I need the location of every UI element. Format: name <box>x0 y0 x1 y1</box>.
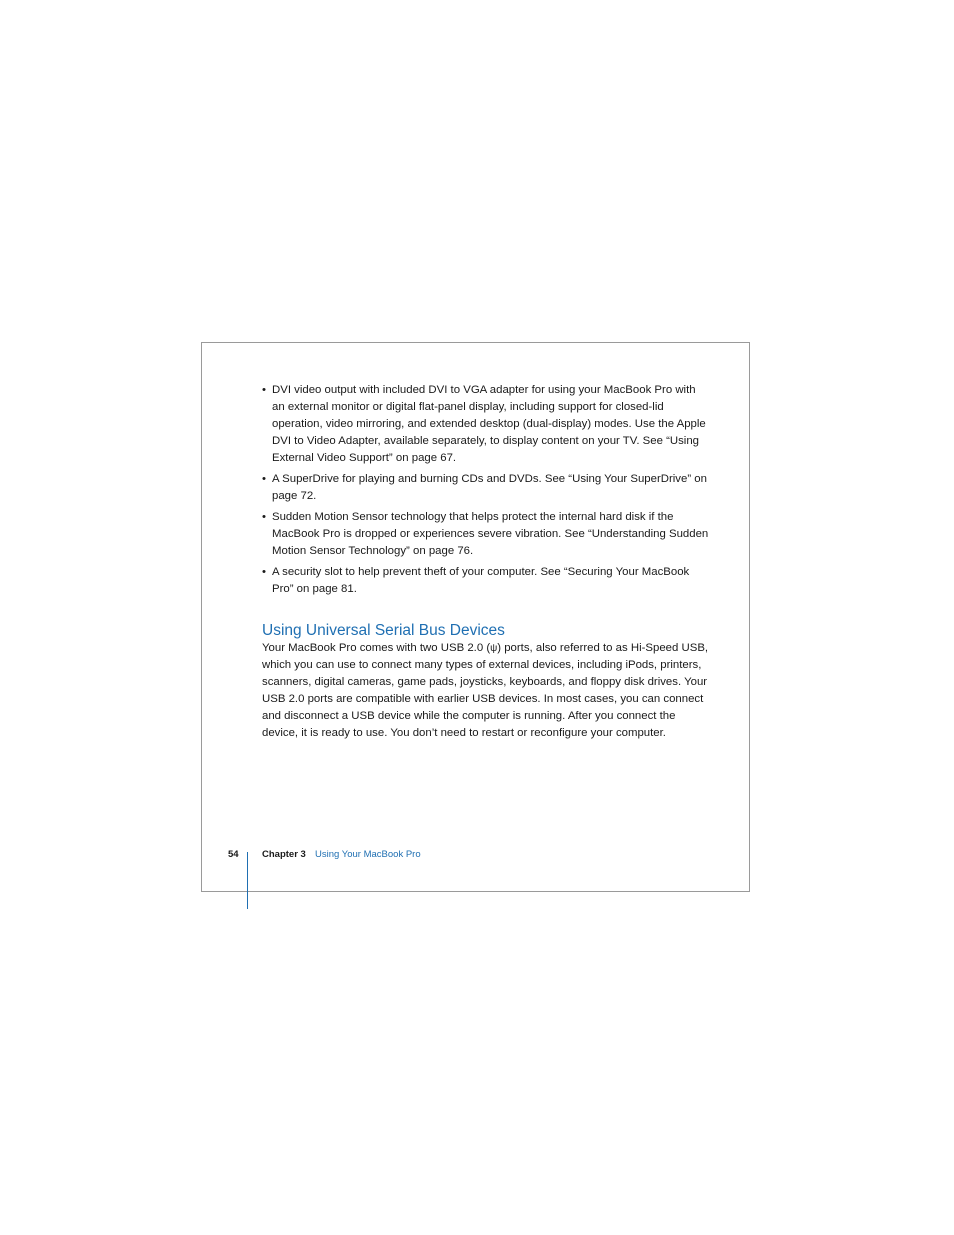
footer-divider <box>247 852 248 909</box>
bullet-marker: • <box>262 473 266 485</box>
paragraph-text-start: Your MacBook Pro comes with two USB 2.0 ( <box>262 642 491 654</box>
bullet-text: Sudden Motion Sensor technology that helps protect the internal hard disk if the MacBook Pro is dropped or experiences severe vibration. See “Understanding Sudden Motion Sensor Technology” on page 76. <box>272 511 709 557</box>
page-number: 54 <box>228 849 239 860</box>
bullet-marker: • <box>262 566 266 578</box>
bullet-text: DVI video output with included DVI to VGA adapter for using your MacBook Pro with an external monitor or digital flat-panel display, including support for closed-lid operation, video mirroring, and extended desktop (dual-display) modes. Use the Apple DVI to Video Adapter, available separately, to display content on your TV. See “Using External Video Support” on page 67. <box>272 384 706 464</box>
chapter-label: Chapter 3 <box>262 849 306 860</box>
bullet-marker: • <box>262 511 266 523</box>
bullet-item-dvi <box>262 382 710 467</box>
usb-icon: ψ <box>490 643 498 654</box>
usb-paragraph <box>262 640 710 742</box>
feature-bullet-list <box>262 382 710 602</box>
bullet-item-security-slot <box>262 564 710 598</box>
chapter-title: Using Your MacBook Pro <box>315 849 421 860</box>
bullet-item-superdrive <box>262 471 710 505</box>
section-heading: Using Universal Serial Bus Devices <box>262 622 505 639</box>
bullet-marker: • <box>262 384 266 396</box>
bullet-text: A SuperDrive for playing and burning CDs and DVDs. See “Using Your SuperDrive” on page 72. <box>272 473 707 502</box>
bullet-item-motion-sensor <box>262 509 710 560</box>
paragraph-text-end: ) ports, also referred to as Hi-Speed USB, which you can use to connect many types of external devices, including iPods, printers, scanners, digital cameras, game pads, joysticks, keyboards, and floppy disk drives. Your USB 2.0 ports are compatible with earlier USB devices. In most cases, you can connect and disconnect a USB device while the computer is running. After you connect the device, it is ready to use. You don’t need to restart or reconfigure your computer. <box>262 642 709 739</box>
bullet-text: A security slot to help prevent theft of your computer. See “Securing Your MacBook Pro” on page 81. <box>272 566 690 595</box>
